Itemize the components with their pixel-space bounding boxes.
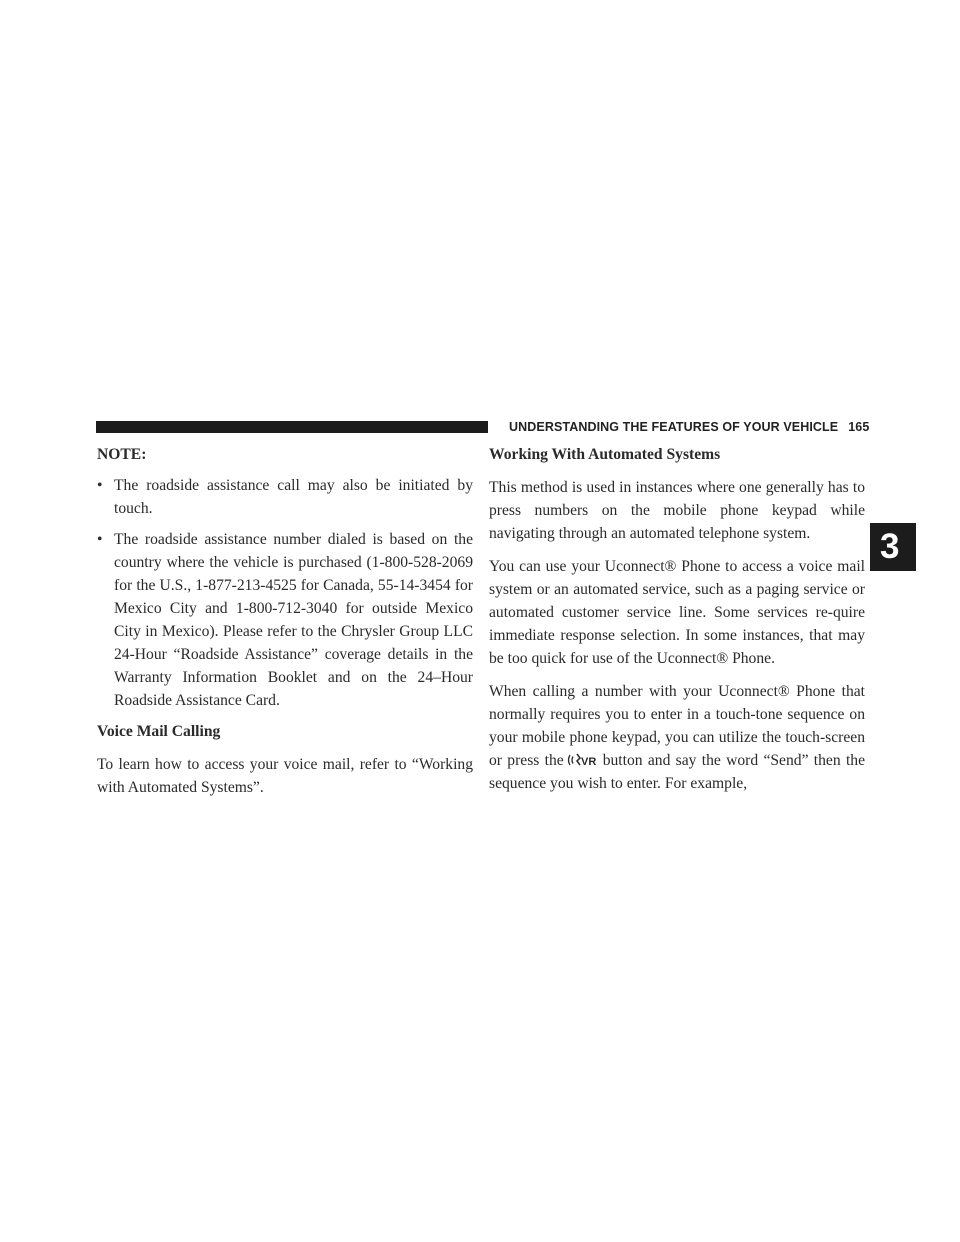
section-heading: Voice Mail Calling — [97, 723, 221, 740]
page-number: 165 — [848, 420, 870, 434]
left-column — [97, 443, 473, 809]
right-column — [489, 443, 865, 805]
vr-icon-label: VR — [580, 756, 596, 767]
paragraph: This method is used in instances where one generally has to press numbers on the mobile phone keypad while navigating through an automated telephone system. — [489, 479, 865, 542]
list-item — [97, 474, 473, 520]
paragraph-text-before-icon: When calling a number with your Uconnect® Phone that normally requires you to enter in a touch-tone sequence on your mobile phone keypad, you can utilize the touch-screen or press the — [489, 683, 865, 769]
chapter-tab: 3 — [870, 523, 916, 571]
running-header — [509, 419, 869, 435]
header-bar — [96, 421, 488, 433]
header-title: UNDERSTANDING THE FEATURES OF YOUR VEHICLE — [509, 420, 839, 434]
vr-voice-button-icon — [567, 753, 601, 767]
list-item — [97, 528, 473, 712]
paragraph: You can use your Uconnect® Phone to access a voice mail system or an automated service, such as a paging service or automated customer service line. Some services re-quire immediate response selection. In some instances, that may be too quick for use of the Uconnect® Phone. — [489, 558, 865, 667]
note-label: NOTE: — [97, 446, 147, 463]
paragraph — [489, 680, 865, 795]
paragraph-text-after-icon: button and say the word “Send” then the sequence you wish to enter. For example, — [489, 752, 865, 792]
section-paragraph: To learn how to access your voice mail, refer to “Working with Automated Systems”. — [97, 756, 473, 796]
bullet-text: The roadside assistance number dialed is based on the country where the vehicle is purchased (1-800-528-2069 for the U.S., 1-877-213-4525 for Canada, 55-14-3454 for Mexico City and 1-800-712-3040 for outside Mexico City in Mexico). Please refer to the Chrysler Group LLC 24-Hour “Roadside Assistance” coverage details in the Warranty Information Booklet and on the 24–Hour Roadside Assistance Card. — [114, 531, 473, 709]
bullet-icon: • — [97, 531, 103, 548]
section-heading: Working With Automated Systems — [489, 446, 721, 463]
bullet-text: The roadside assistance call may also be initiated by touch. — [114, 477, 473, 517]
bullet-icon: • — [97, 477, 103, 494]
